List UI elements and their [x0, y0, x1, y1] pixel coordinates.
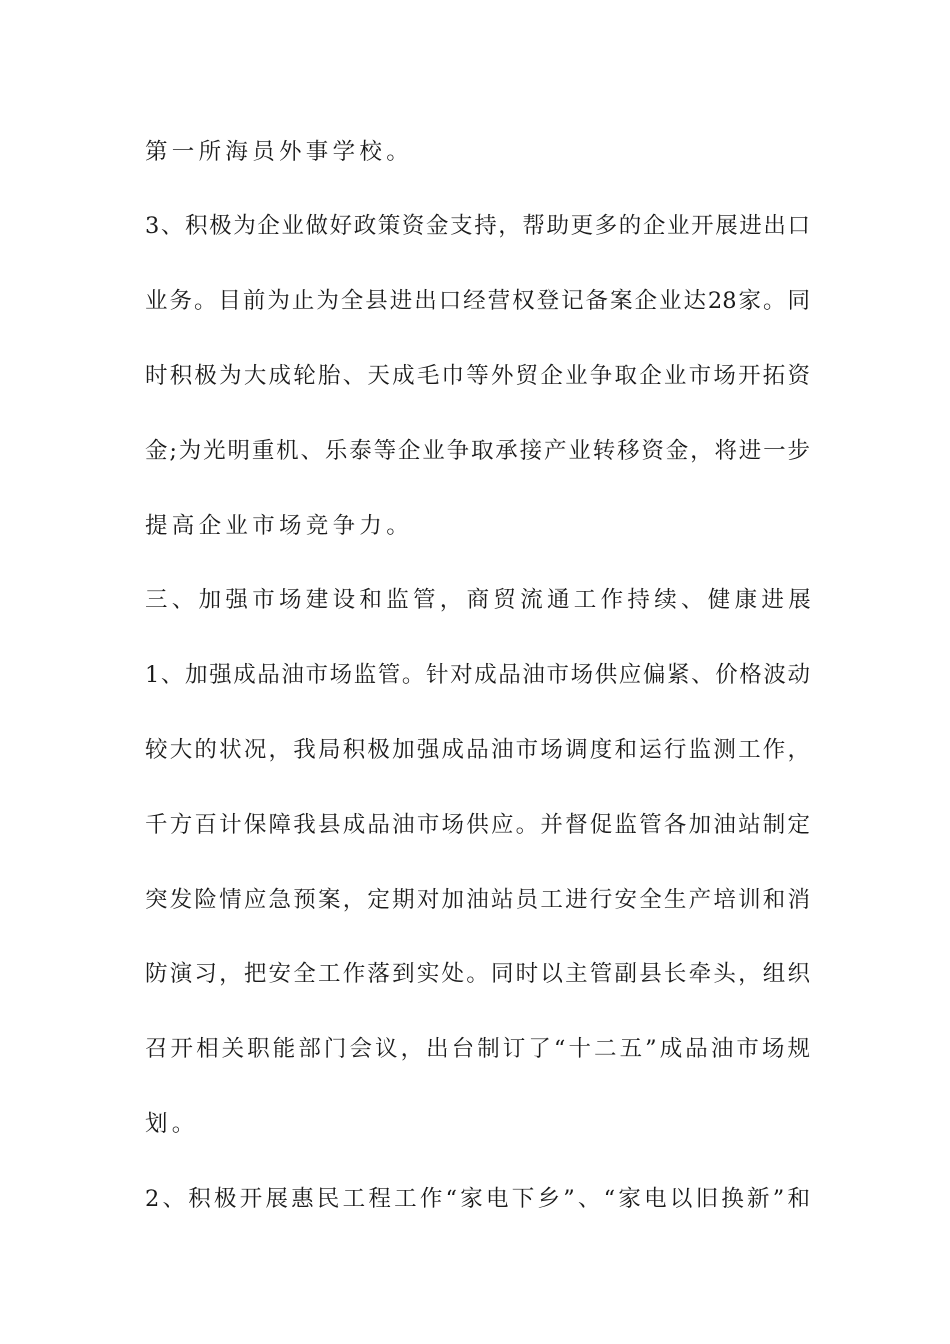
- text-line-10: 千方百计保障我县成品油市场供应。并督促监管各加油站制定: [145, 812, 810, 838]
- text-line-1: 第一所海员外事学校。: [145, 139, 414, 165]
- section-heading: 三、加强市场建设和监管，商贸流通工作持续、健康进展: [145, 587, 816, 613]
- text-line-9: 较大的状况，我局积极加强成品油市场调度和运行监测工作，: [145, 737, 810, 763]
- text-line-4: 时积极为大成轮胎、天成毛巾等外贸企业争取企业市场开拓资: [145, 363, 810, 389]
- text-line-2: 3、积极为企业做好政策资金支持，帮助更多的企业开展进出口: [145, 213, 810, 239]
- text-line-14: 划。: [145, 1111, 199, 1137]
- text-line-3: 业务。目前为止为全县进出口经营权登记备案企业达28家。同: [145, 288, 810, 314]
- text-line-12: 防演习，把安全工作落到实处。同时以主管副县长牵头，组织: [145, 961, 810, 987]
- text-line-13: 召开相关职能部门会议，出台制订了“十二五”成品油市场规: [145, 1036, 810, 1062]
- text-line-15: 2、积极开展惠民工程工作“家电下乡”、“家电以旧换新”和: [145, 1186, 810, 1212]
- text-line-11: 突发险情应急预案，定期对加油站员工进行安全生产培训和消: [145, 887, 810, 913]
- text-line-8: 1、加强成品油市场监管。针对成品油市场供应偏紧、价格波动: [145, 662, 810, 688]
- text-line-6: 提高企业市场竞争力。: [145, 513, 414, 539]
- text-line-5: 金;为光明重机、乐泰等企业争取承接产业转移资金，将进一步: [145, 438, 810, 464]
